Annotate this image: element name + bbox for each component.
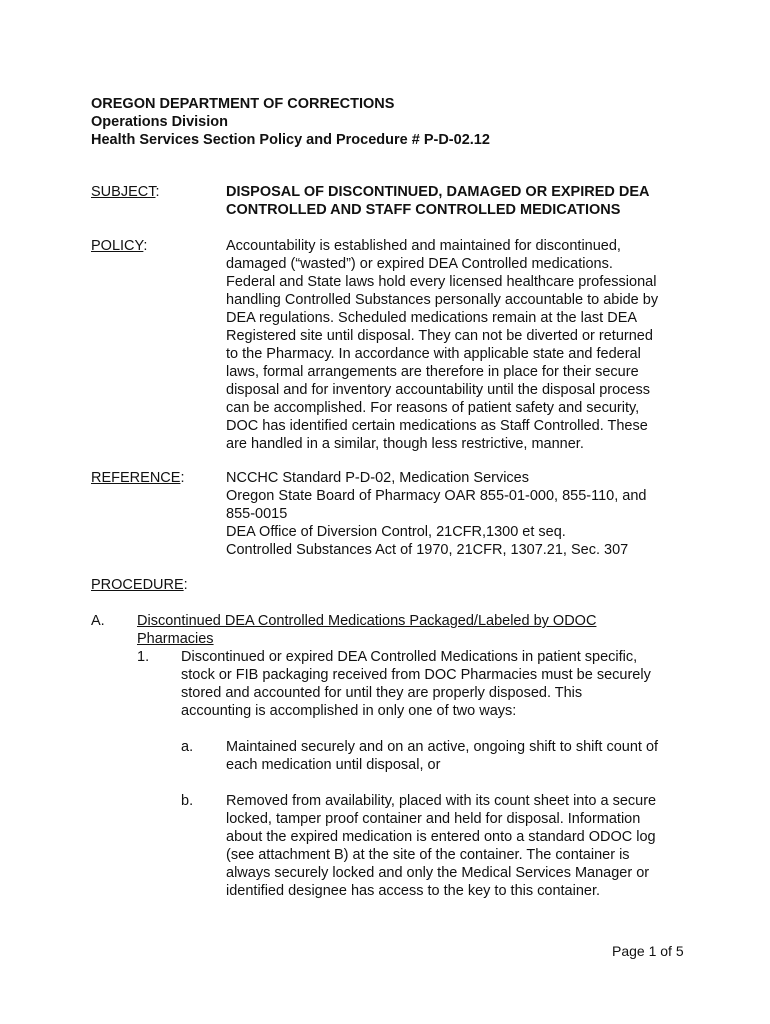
- item-1-line: Discontinued or expired DEA Controlled Medications in patient specific,: [181, 649, 638, 665]
- reference-label: REFERENCE:: [91, 470, 185, 486]
- section-a-title-line: Pharmacies: [137, 631, 214, 647]
- sub-item-b-line: locked, tamper proof container and held for disposal. Information: [226, 811, 641, 827]
- policy-line: DOC has identified certain medications as Staff Controlled. These: [226, 418, 648, 434]
- sub-item-b-line: (see attachment B) at the site of the container. The container is: [226, 847, 630, 863]
- sub-item-b-line: always securely locked and only the Medical Services Manager or: [226, 865, 650, 881]
- item-1-marker: 1.: [137, 649, 150, 665]
- policy-line: disposal and for inventory accountability until the disposal process: [226, 382, 650, 398]
- item-1-text: [181, 648, 651, 720]
- sub-item-a-line: each medication until disposal, or: [226, 757, 441, 773]
- sub-item-b-line: Removed from availability, placed with its count sheet into a secure: [226, 793, 657, 809]
- policy-line: can be accomplished. For reasons of patient safety and security,: [226, 400, 640, 416]
- reference-line: 855-0015: [226, 506, 288, 522]
- policy-line: DEA regulations. Scheduled medications remain at the last DEA: [226, 310, 638, 326]
- reference-line: DEA Office of Diversion Control, 21CFR,1300 et seq.: [226, 524, 566, 540]
- section-a-title: [137, 612, 596, 648]
- reference-text: [226, 469, 686, 559]
- sub-item-a-text: [226, 738, 658, 774]
- subject-line: DISPOSAL OF DISCONTINUED, DAMAGED OR EXPIRED DEA: [226, 184, 650, 200]
- reference-line: Oregon State Board of Pharmacy OAR 855-01-000, 855-110, and: [226, 488, 647, 504]
- policy-line: handling Controlled Substances personally accountable to abide by: [226, 292, 659, 308]
- header-department: OREGON DEPARTMENT OF CORRECTIONS: [91, 96, 395, 112]
- section-a-marker: A.: [91, 613, 105, 629]
- item-1-line: stored and accounted for until they are properly disposed. This: [181, 685, 583, 701]
- section-a-title-line: Discontinued DEA Controlled Medications Packaged/Labeled by ODOC: [137, 613, 597, 629]
- reference-line: Controlled Substances Act of 1970, 21CFR, 1307.21, Sec. 307: [226, 542, 629, 558]
- subject-text: [226, 183, 686, 219]
- sub-item-b-marker: b.: [181, 793, 194, 809]
- sub-item-a-line: Maintained securely and on an active, ongoing shift to shift count of: [226, 739, 659, 755]
- item-1-line: accounting is accomplished in only one of two ways:: [181, 703, 517, 719]
- document-header: [91, 95, 490, 149]
- reference-line: NCCHC Standard P-D-02, Medication Services: [226, 470, 529, 486]
- policy-line: Federal and State laws hold every licensed healthcare professional: [226, 274, 657, 290]
- sub-item-b-text: [226, 792, 656, 900]
- policy-line: to the Pharmacy. In accordance with applicable state and federal: [226, 346, 641, 362]
- subject-label: SUBJECT:: [91, 184, 160, 200]
- policy-text: [226, 237, 686, 453]
- policy-label: POLICY:: [91, 238, 148, 254]
- item-1-line: stock or FIB packaging received from DOC Pharmacies must be securely: [181, 667, 651, 683]
- page-number: Page 1 of 5: [612, 943, 684, 959]
- policy-line: damaged (“wasted”) or expired DEA Controlled medications.: [226, 256, 613, 272]
- header-division: Operations Division: [91, 114, 228, 130]
- header-policy-number: Health Services Section Policy and Procedure # P-D-02.12: [91, 132, 490, 148]
- policy-line: laws, formal arrangements are therefore in place for their secure: [226, 364, 639, 380]
- policy-line: Accountability is established and maintained for discontinued,: [226, 238, 621, 254]
- sub-item-a-marker: a.: [181, 739, 194, 755]
- policy-line: Registered site until disposal. They can not be diverted or returned: [226, 328, 653, 344]
- sub-item-b-line: identified designee has access to the key to this container.: [226, 883, 601, 899]
- procedure-label: PROCEDURE:: [91, 577, 188, 593]
- policy-line: are handled in a similar, though less restrictive, manner.: [226, 436, 584, 452]
- sub-item-b-line: about the expired medication is entered onto a standard ODOC log: [226, 829, 656, 845]
- subject-line: CONTROLLED AND STAFF CONTROLLED MEDICATIONS: [226, 202, 621, 218]
